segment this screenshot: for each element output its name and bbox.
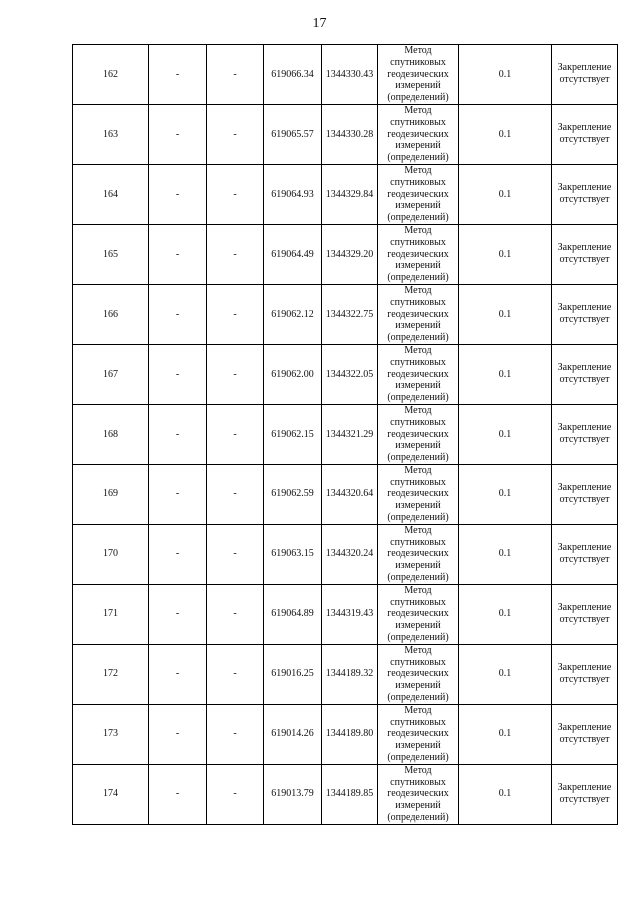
table-row <box>73 45 618 105</box>
method-line: геодезических <box>387 308 449 320</box>
y-coordinate-cell: 1344189.80 <box>322 704 378 764</box>
accuracy-cell: 0.1 <box>459 284 552 344</box>
existing-x-cell: - <box>149 764 207 824</box>
accuracy-cell: 0.1 <box>459 164 552 224</box>
fixing-cell <box>552 704 618 764</box>
table-row <box>73 284 618 344</box>
method-line: (определений) <box>387 92 449 104</box>
method-line: измерений <box>395 260 441 272</box>
fixing-cell <box>552 584 618 644</box>
method-line: (определений) <box>387 152 449 164</box>
fixing-line: отсутствует <box>559 74 610 86</box>
fixing-cell <box>552 764 618 824</box>
accuracy-cell: 0.1 <box>459 464 552 524</box>
x-coordinate-cell: 619062.59 <box>264 464 322 524</box>
method-line: Метод <box>404 344 432 356</box>
accuracy-cell: 0.1 <box>459 344 552 404</box>
y-coordinate-cell: 1344319.43 <box>322 584 378 644</box>
existing-y-cell: - <box>207 764 264 824</box>
method-cell <box>378 644 459 704</box>
x-coordinate-cell: 619064.93 <box>264 164 322 224</box>
method-cell <box>378 764 459 824</box>
existing-x-cell: - <box>149 584 207 644</box>
fixing-line: отсутствует <box>559 374 610 386</box>
fixing-cell <box>552 284 618 344</box>
method-cell <box>378 45 459 105</box>
fixing-cell <box>552 104 618 164</box>
fixing-line: отсутствует <box>559 134 610 146</box>
point-number-cell: 171 <box>73 584 149 644</box>
existing-x-cell: - <box>149 704 207 764</box>
existing-y-cell: - <box>207 584 264 644</box>
table-row <box>73 764 618 824</box>
method-line: (определений) <box>387 572 449 584</box>
x-coordinate-cell: 619063.15 <box>264 524 322 584</box>
table-row <box>73 224 618 284</box>
method-line: Метод <box>404 764 432 776</box>
method-line: Метод <box>404 164 432 176</box>
table-row <box>73 524 618 584</box>
fixing-line: отсутствует <box>559 674 610 686</box>
method-cell <box>378 704 459 764</box>
point-number-cell: 167 <box>73 344 149 404</box>
fixing-line: Закрепление <box>557 62 612 74</box>
method-line: геодезических <box>387 668 449 680</box>
existing-y-cell: - <box>207 164 264 224</box>
fixing-cell <box>552 224 618 284</box>
existing-x-cell: - <box>149 104 207 164</box>
fixing-line: отсутствует <box>559 194 610 206</box>
method-line: измерений <box>395 200 441 212</box>
method-line: геодезических <box>387 548 449 560</box>
point-number-cell: 170 <box>73 524 149 584</box>
fixing-line: отсутствует <box>559 734 610 746</box>
method-line: спутниковых <box>390 596 446 608</box>
method-line: спутниковых <box>390 776 446 788</box>
fixing-line: Закрепление <box>557 422 612 434</box>
fixing-line: Закрепление <box>557 782 612 794</box>
method-line: спутниковых <box>390 476 446 488</box>
y-coordinate-cell: 1344329.84 <box>322 164 378 224</box>
method-line: спутниковых <box>390 296 446 308</box>
existing-x-cell: - <box>149 284 207 344</box>
accuracy-cell: 0.1 <box>459 224 552 284</box>
method-line: измерений <box>395 380 441 392</box>
existing-y-cell: - <box>207 644 264 704</box>
point-number-cell: 173 <box>73 704 149 764</box>
existing-y-cell: - <box>207 704 264 764</box>
point-number-cell: 174 <box>73 764 149 824</box>
table-row <box>73 104 618 164</box>
y-coordinate-cell: 1344320.24 <box>322 524 378 584</box>
point-number-cell: 166 <box>73 284 149 344</box>
method-line: измерений <box>395 320 441 332</box>
method-line: (определений) <box>387 392 449 404</box>
fixing-line: Закрепление <box>557 362 612 374</box>
existing-y-cell: - <box>207 464 264 524</box>
existing-y-cell: - <box>207 224 264 284</box>
existing-y-cell: - <box>207 45 264 105</box>
method-line: геодезических <box>387 68 449 80</box>
method-line: спутниковых <box>390 236 446 248</box>
method-line: спутниковых <box>390 56 446 68</box>
y-coordinate-cell: 1344322.05 <box>322 344 378 404</box>
y-coordinate-cell: 1344189.85 <box>322 764 378 824</box>
method-cell <box>378 464 459 524</box>
existing-y-cell: - <box>207 524 264 584</box>
accuracy-cell: 0.1 <box>459 644 552 704</box>
fixing-line: отсутствует <box>559 314 610 326</box>
existing-y-cell: - <box>207 284 264 344</box>
method-line: спутниковых <box>390 416 446 428</box>
page-number: 17 <box>312 16 327 31</box>
x-coordinate-cell: 619013.79 <box>264 764 322 824</box>
method-line: измерений <box>395 140 441 152</box>
accuracy-cell: 0.1 <box>459 764 552 824</box>
point-number-cell: 169 <box>73 464 149 524</box>
method-line: Метод <box>404 464 432 476</box>
fixing-line: Закрепление <box>557 122 612 134</box>
method-line: спутниковых <box>390 356 446 368</box>
fixing-line: отсутствует <box>559 614 610 626</box>
method-line: (определений) <box>387 452 449 464</box>
table-row <box>73 464 618 524</box>
fixing-line: Закрепление <box>557 662 612 674</box>
x-coordinate-cell: 619064.89 <box>264 584 322 644</box>
method-line: (определений) <box>387 812 449 823</box>
method-line: Метод <box>404 284 432 296</box>
fixing-cell <box>552 644 618 704</box>
method-line: Метод <box>404 584 432 596</box>
method-cell <box>378 104 459 164</box>
x-coordinate-cell: 619062.15 <box>264 404 322 464</box>
accuracy-cell: 0.1 <box>459 524 552 584</box>
method-line: геодезических <box>387 188 449 200</box>
method-cell <box>378 164 459 224</box>
point-number-cell: 163 <box>73 104 149 164</box>
method-line: Метод <box>404 644 432 656</box>
existing-x-cell: - <box>149 644 207 704</box>
method-line: измерений <box>395 80 441 92</box>
method-line: геодезических <box>387 488 449 500</box>
method-line: измерений <box>395 560 441 572</box>
coordinates-table <box>72 44 618 825</box>
x-coordinate-cell: 619066.34 <box>264 45 322 105</box>
fixing-cell <box>552 404 618 464</box>
fixing-cell <box>552 464 618 524</box>
method-line: спутниковых <box>390 176 446 188</box>
fixing-line: Закрепление <box>557 482 612 494</box>
y-coordinate-cell: 1344189.32 <box>322 644 378 704</box>
point-number-cell: 165 <box>73 224 149 284</box>
fixing-cell <box>552 344 618 404</box>
existing-x-cell: - <box>149 344 207 404</box>
fixing-line: Закрепление <box>557 602 612 614</box>
method-line: (определений) <box>387 632 449 644</box>
x-coordinate-cell: 619014.26 <box>264 704 322 764</box>
method-line: геодезических <box>387 128 449 140</box>
fixing-line: отсутствует <box>559 254 610 266</box>
y-coordinate-cell: 1344330.28 <box>322 104 378 164</box>
fixing-line: отсутствует <box>559 434 610 446</box>
method-line: измерений <box>395 800 441 812</box>
fixing-cell <box>552 45 618 105</box>
method-line: Метод <box>404 404 432 416</box>
x-coordinate-cell: 619062.00 <box>264 344 322 404</box>
method-line: спутниковых <box>390 656 446 668</box>
table-row <box>73 704 618 764</box>
method-line: Метод <box>404 104 432 116</box>
method-line: измерений <box>395 680 441 692</box>
y-coordinate-cell: 1344322.75 <box>322 284 378 344</box>
existing-y-cell: - <box>207 344 264 404</box>
fixing-line: Закрепление <box>557 302 612 314</box>
table-row <box>73 644 618 704</box>
table-row <box>73 344 618 404</box>
table-body <box>73 45 618 825</box>
existing-y-cell: - <box>207 104 264 164</box>
method-line: Метод <box>404 704 432 716</box>
existing-x-cell: - <box>149 464 207 524</box>
table-row <box>73 584 618 644</box>
fixing-cell <box>552 524 618 584</box>
fixing-line: отсутствует <box>559 794 610 806</box>
fixing-line: Закрепление <box>557 722 612 734</box>
table-row <box>73 404 618 464</box>
existing-x-cell: - <box>149 45 207 105</box>
x-coordinate-cell: 619016.25 <box>264 644 322 704</box>
accuracy-cell: 0.1 <box>459 584 552 644</box>
method-line: измерений <box>395 740 441 752</box>
method-line: спутниковых <box>390 716 446 728</box>
method-cell <box>378 224 459 284</box>
method-cell <box>378 344 459 404</box>
method-line: Метод <box>404 524 432 536</box>
point-number-cell: 164 <box>73 164 149 224</box>
method-line: (определений) <box>387 272 449 284</box>
method-line: геодезических <box>387 788 449 800</box>
accuracy-cell: 0.1 <box>459 404 552 464</box>
existing-x-cell: - <box>149 404 207 464</box>
accuracy-cell: 0.1 <box>459 704 552 764</box>
y-coordinate-cell: 1344329.20 <box>322 224 378 284</box>
method-line: измерений <box>395 500 441 512</box>
accuracy-cell: 0.1 <box>459 104 552 164</box>
method-line: (определений) <box>387 752 449 764</box>
fixing-line: отсутствует <box>559 494 610 506</box>
method-cell <box>378 284 459 344</box>
y-coordinate-cell: 1344321.29 <box>322 404 378 464</box>
y-coordinate-cell: 1344330.43 <box>322 45 378 105</box>
method-line: измерений <box>395 440 441 452</box>
method-cell <box>378 584 459 644</box>
method-line: (определений) <box>387 212 449 224</box>
accuracy-cell: 0.1 <box>459 45 552 105</box>
method-line: Метод <box>404 45 432 56</box>
method-line: геодезических <box>387 728 449 740</box>
method-line: (определений) <box>387 512 449 524</box>
existing-x-cell: - <box>149 164 207 224</box>
fixing-cell <box>552 164 618 224</box>
method-line: Метод <box>404 224 432 236</box>
method-line: (определений) <box>387 692 449 704</box>
x-coordinate-cell: 619062.12 <box>264 284 322 344</box>
existing-x-cell: - <box>149 524 207 584</box>
method-cell <box>378 404 459 464</box>
point-number-cell: 172 <box>73 644 149 704</box>
point-number-cell: 168 <box>73 404 149 464</box>
x-coordinate-cell: 619065.57 <box>264 104 322 164</box>
method-line: геодезических <box>387 428 449 440</box>
method-line: геодезических <box>387 248 449 260</box>
method-line: спутниковых <box>390 116 446 128</box>
table-row <box>73 164 618 224</box>
method-line: геодезических <box>387 608 449 620</box>
x-coordinate-cell: 619064.49 <box>264 224 322 284</box>
fixing-line: Закрепление <box>557 182 612 194</box>
method-cell <box>378 524 459 584</box>
y-coordinate-cell: 1344320.64 <box>322 464 378 524</box>
existing-y-cell: - <box>207 404 264 464</box>
fixing-line: Закрепление <box>557 242 612 254</box>
method-line: (определений) <box>387 332 449 344</box>
point-number-cell: 162 <box>73 45 149 105</box>
method-line: измерений <box>395 620 441 632</box>
fixing-line: Закрепление <box>557 542 612 554</box>
existing-x-cell: - <box>149 224 207 284</box>
method-line: спутниковых <box>390 536 446 548</box>
fixing-line: отсутствует <box>559 554 610 566</box>
method-line: геодезических <box>387 368 449 380</box>
